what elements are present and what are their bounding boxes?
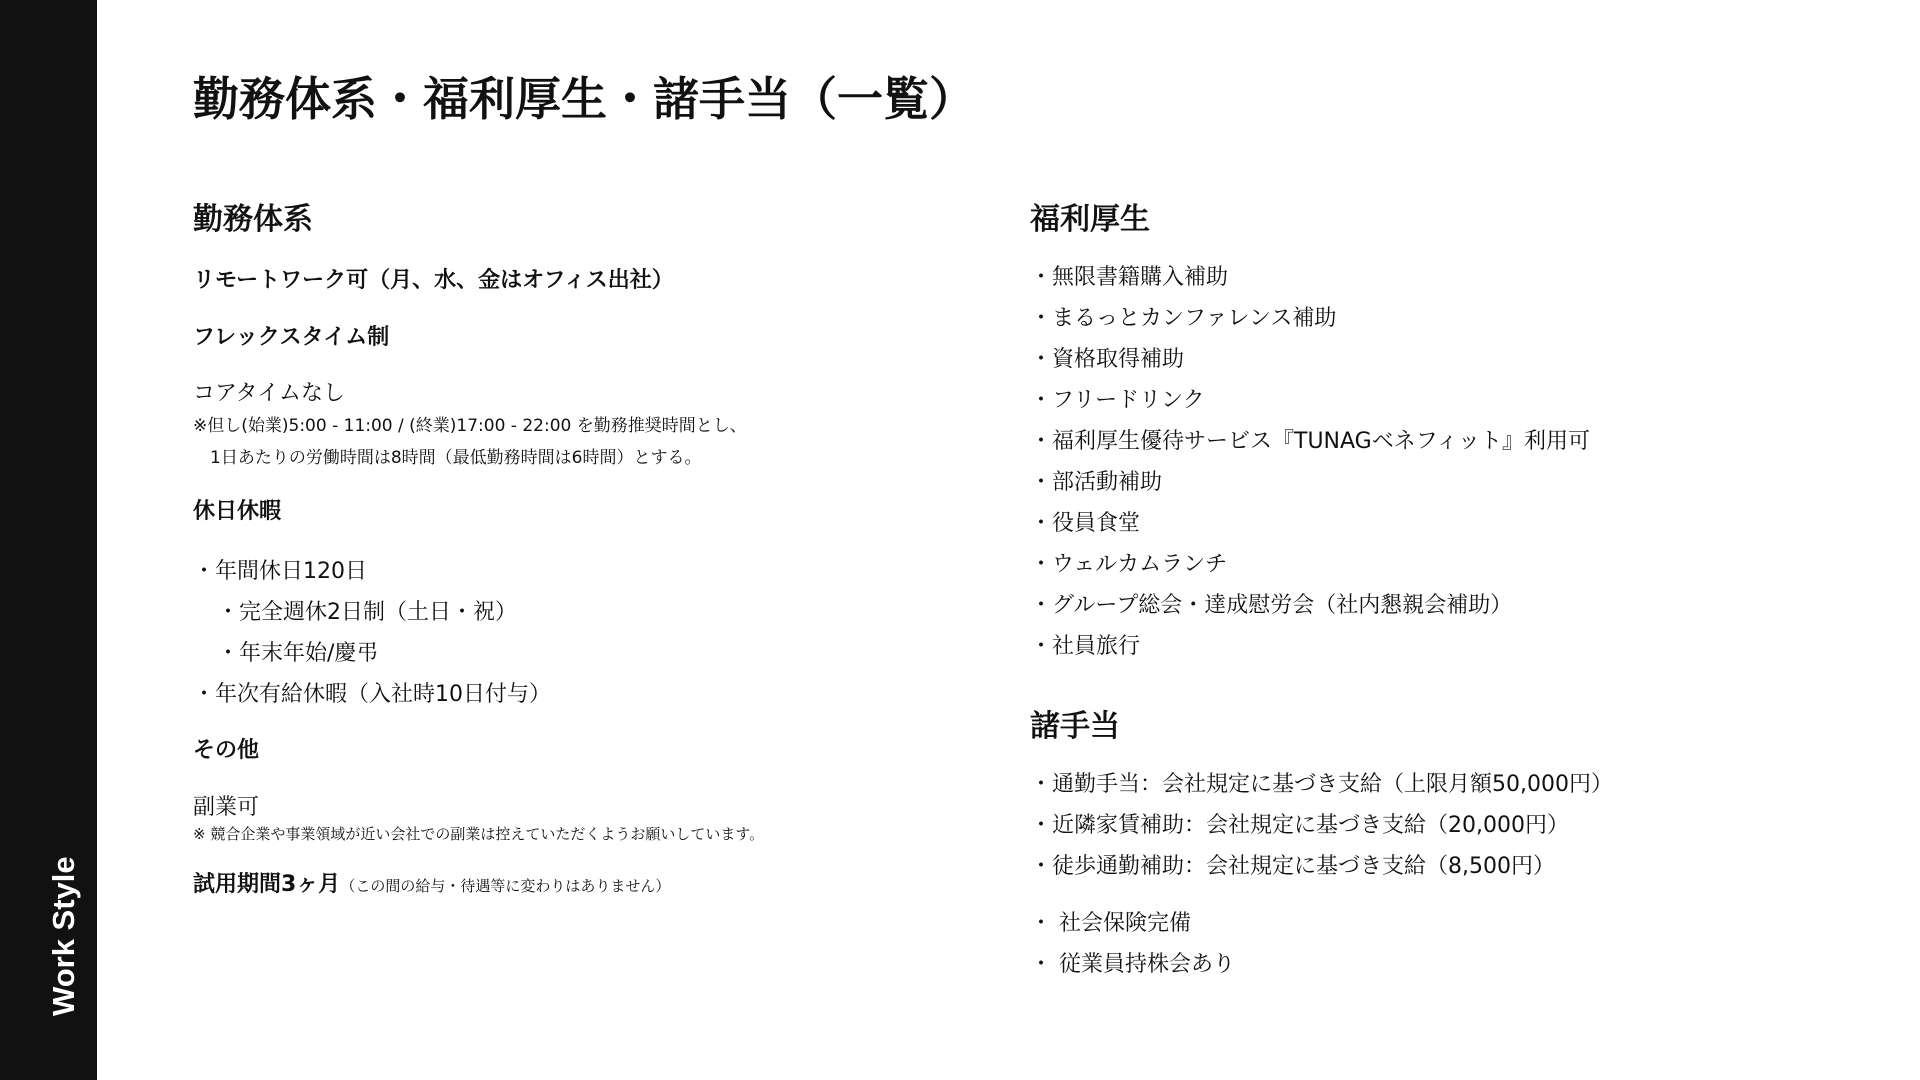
core-time-note-line2: 1日あたりの労働時間は8時間（最低勤務時間は6時間）とする。: [193, 447, 702, 468]
side-job-text: 副業可: [193, 794, 260, 820]
list-item: ・フリードリンク: [1030, 388, 1205, 413]
welfare-list: [1030, 257, 1830, 667]
list-item: ・年末年始/慶弔: [217, 640, 379, 666]
list-item: ・ 社会保険完備: [1030, 911, 1191, 936]
holidays-list: [193, 551, 973, 715]
allowances-heading: 諸手当: [1030, 709, 1120, 744]
remote-work-text: リモートワーク可（月、水、金はオフィス出社）: [193, 268, 674, 293]
other-heading: その他: [193, 737, 260, 763]
flex-time-text: フレックスタイム制: [193, 324, 390, 350]
list-item: ・無限書籍購入補助: [1030, 265, 1229, 290]
sidebar: [0, 0, 97, 1080]
benefits-column: [1030, 200, 1830, 985]
list-item: ・年次有給休暇（入社時10日付与）: [193, 681, 551, 707]
list-item: ・役員食堂: [1030, 511, 1141, 536]
holidays-heading: 休日休暇: [193, 499, 282, 525]
side-job-note: ※ 競合企業や事業領域が近い会社での副業は控えていただくようお願いしています。: [193, 825, 765, 844]
welfare-heading: 福利厚生: [1030, 202, 1150, 237]
list-item: ・完全週休2日制（土日・祝）: [217, 599, 517, 625]
list-item: ・通勤手当：会社規定に基づき支給（上限月額50,000円）: [1030, 772, 1613, 797]
allowances-list: [1030, 764, 1830, 887]
list-item: ・グループ総会・達成慰労会（社内懇親会補助）: [1030, 593, 1513, 618]
probation-note: （この間の給与・待遇等に変わりはありません）: [340, 877, 671, 896]
list-item: ・ 従業員持株会あり: [1030, 952, 1235, 977]
core-time-text: コアタイムなし: [193, 381, 346, 407]
probation-label: 試用期間3ヶ月: [193, 872, 341, 898]
list-item: ・年間休日120日: [193, 558, 367, 584]
list-item: ・近隣家賃補助：会社規定に基づき支給（20,000円）: [1030, 813, 1569, 838]
list-item: ・社員旅行: [1030, 634, 1141, 659]
work-system-heading: 勤務体系: [193, 202, 313, 237]
probation-text: [193, 871, 973, 900]
core-time-note-line1: ※但し(始業)5:00 - 11:00 / (終業)17:00 - 22:00 を勤務推奨時間とし、: [193, 415, 747, 436]
list-item: ・部活動補助: [1030, 470, 1163, 495]
insurance-list: [1030, 903, 1830, 985]
work-system-column: [193, 200, 973, 900]
page-title: 勤務体系・福利厚生・諸手当（一覧）: [193, 72, 975, 126]
list-item: ・徒歩通勤補助：会社規定に基づき支給（8,500円）: [1030, 854, 1555, 879]
list-item: ・ウェルカムランチ: [1030, 552, 1228, 577]
list-item: ・資格取得補助: [1030, 347, 1185, 372]
sidebar-label: Work Style: [46, 856, 81, 1016]
list-item: ・福利厚生優待サービス『TUNAGベネフィット』利用可: [1030, 429, 1590, 454]
list-item: ・まるっとカンファレンス補助: [1030, 306, 1337, 331]
